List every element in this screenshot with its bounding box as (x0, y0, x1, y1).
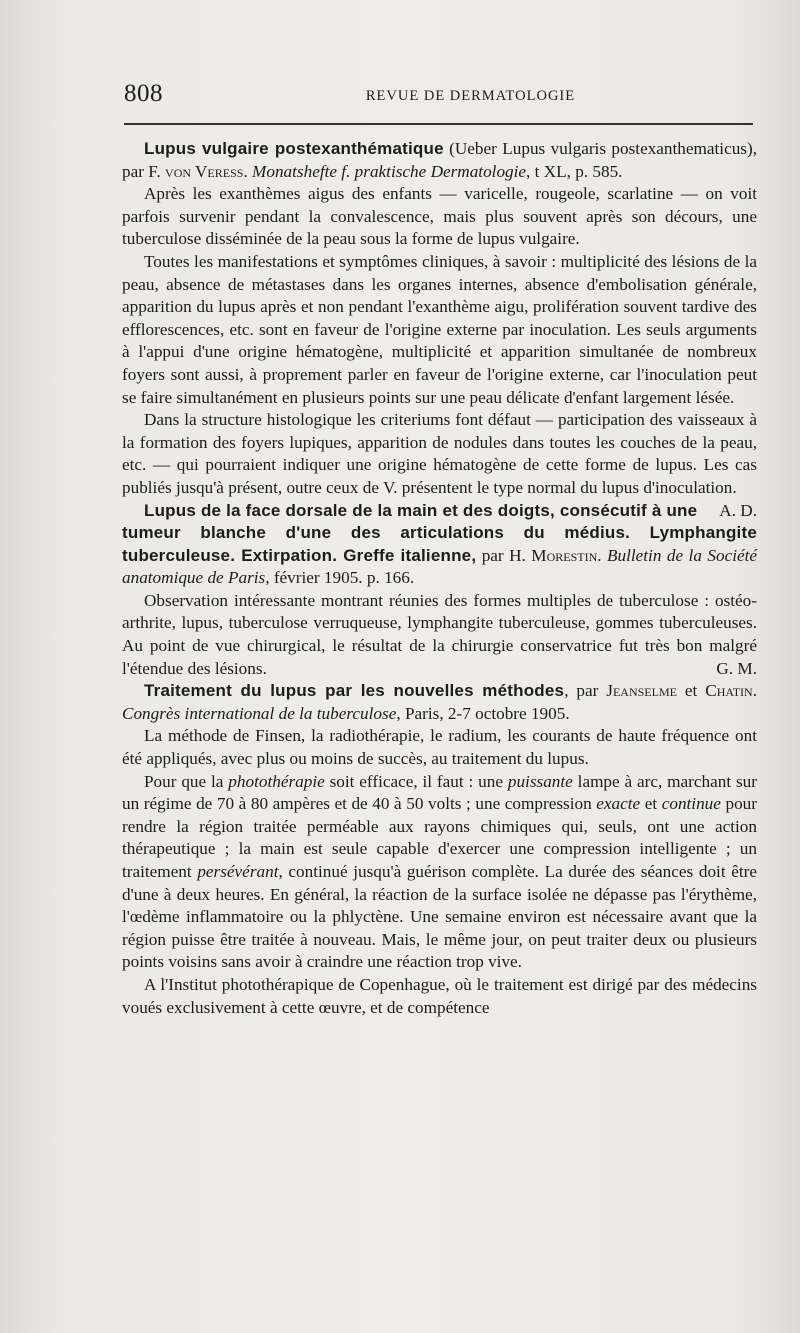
article-1-heading: Lupus vulgaire postexanthématique (Ueber Lupus vulgaris postexanthematicus), par F. von Veress. Monatshefte f. praktische Dermatologie, t XL, p. 585. (122, 139, 757, 181)
paragraph: Après les exanthèmes aigus des enfants — varicelle, rougeole, scarlatine — on voit parfois survenir pendant la convalescence, mais plus souvent après son décours, une tuberculose disséminée de la peau sous la forme de lupus vulgaire. (122, 184, 757, 249)
paragraph: Pour que la photothérapie soit efficace, il faut : une puissante lampe à arc, marchant sur un régime de 70 à 80 ampères et de 40 à 50 volts ; une compression exacte et continue pour rendre la région traitée perméable aux rayons chimiques qui, seuls, ont une action thérapeutique ; la main est seule capable d'exercer une compression intelligente ; un traitement persévérant, continué jusqu'à guérison complète. La durée des séances doit être d'une à deux heures. En général, la réaction de la surface isolée ne dépasse pas l'érythème, l'œdème inflammatoire ou la phlyctène. Une semaine environ est nécessaire avant que la région puisse être traitée à nouveau. Mais, le même jour, on peut traiter deux ou plusieurs points voisins sans avoir à craindre une réaction trop vive. (122, 771, 757, 972)
author: Jeanselme (606, 681, 677, 701)
author: Chatin (705, 681, 753, 701)
paragraph: Dans la structure histologique les criteriums font défaut — participation des vaisseaux à la formation des foyers lupiques, apparition de nodules dans toutes les couches de la peau, etc. — qui pourraient indiquer une origine hématogène de cette forme de lupus. Les cas publiés jusqu'à présent, outre ceux de V. présentent le type normal du lupus d'inoculation. A. D. (122, 409, 757, 499)
page-number: 808 (124, 80, 163, 107)
header-rule (124, 123, 753, 125)
author: von Veress (165, 161, 244, 181)
signature: A. D. (719, 500, 757, 520)
article-title: Traitement du lupus par les nouvelles méthodes (144, 681, 565, 701)
article-title: Lupus vulgaire postexanthématique (144, 139, 444, 158)
running-title: REVUE DE DERMATOLOGIE (365, 88, 576, 104)
paragraph: Toutes les manifestations et symptômes cliniques, à savoir : multiplicité des lésions de la peau, absence de métastases dans les organes internes, absence d'embolisation générale, apparition du lupus après et non pendant l'exanthème aigu, prolifération souvent tardive des efflorescences, etc. sont en faveur de l'origine externe par inoculation. Les seuls arguments à l'appui d'une origine hématogène, multiplicité et apparition simultanée de nombreux foyers sont aussi, à proprement parler en faveur de l'origine externe, car l'inoculation peut se faire simultanément en plusieurs points sur une peau délicate d'enfant largement lésée. (122, 251, 757, 407)
journal: Congrès international de la tuberculose (122, 703, 397, 723)
paragraph: La méthode de Finsen, la radiothérapie, le radium, les courants de haute fréquence ont été appliqués, avec plus ou moins de succès, au traitement du lupus. (122, 726, 757, 769)
paragraph: Observation intéressante montrant réunies des formes multiples de tuberculose : ostéo-arthrite, lupus, tuberculose verruqueuse, lymphangite tuberculeuse, gommes tuberculeuses. Au point de vue chirurgical, le résultat de la chirurgie conservatrice fut très bon malgré l'étendue des lésions. G. M. (122, 590, 757, 680)
page-header (124, 80, 757, 114)
body-text (122, 138, 757, 1019)
signature: G. M. (716, 658, 757, 678)
paragraph: A l'Institut photothérapique de Copenhague, où le traitement est dirigé par des médecins voués exclusivement à cette œuvre, et de compétence (122, 974, 757, 1017)
journal: Bulletin de la Société anatomique de Paris (122, 545, 757, 588)
article-3-heading: Traitement du lupus par les nouvelles méthodes, par Jeanselme et Chatin. Congrès international de la tuberculose, Paris, 2-7 octobre 1905. (122, 681, 757, 723)
article-2-heading: Lupus de la face dorsale de la main et des doigts, consécutif à une tumeur blanche d'une des articulations du médius. Lymphangite tuberculeuse. Extirpation. Greffe italienne, par H. Morestin. Bulletin de la Société anatomique de Paris, février 1905. p. 166. (122, 500, 757, 588)
journal: Monatshefte f. praktische Dermatologie (252, 161, 527, 181)
author: Morestin (531, 545, 598, 565)
article-title: Lupus de la face dorsale de la main et des doigts, consécutif à une tumeur blanche d'une des articulations du médius. Lymphangite tuberculeuse. Extirpation. Greffe italienne, (122, 500, 757, 565)
